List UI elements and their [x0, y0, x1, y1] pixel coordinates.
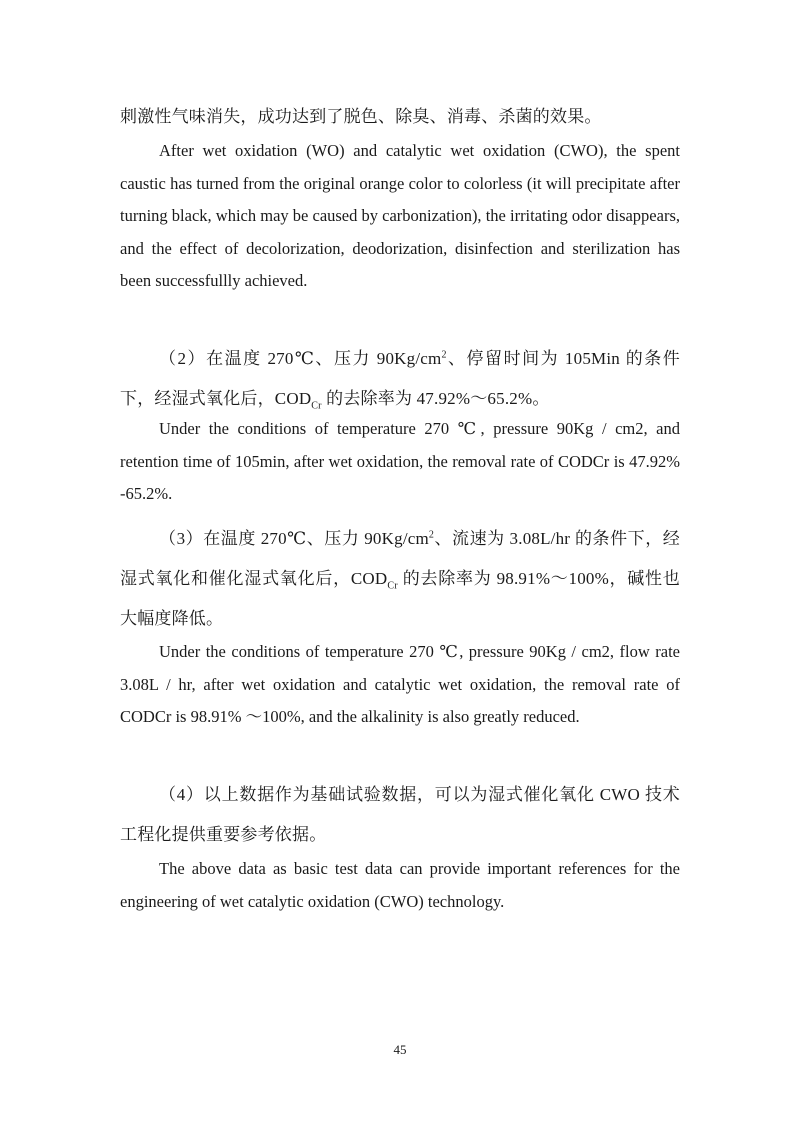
paragraph-1-chinese — [120, 101, 680, 133]
paragraph-2-chinese-text-b: 、停留时间为 105Min 的条件下，经湿式氧化后，COD — [120, 349, 680, 408]
paragraph-2-english-text: Under the conditions of temperature 270 ℃, pressure 90Kg / cm2, and retention time of 105min, after wet oxidation, the removal rate of CODCr is 47.92% -65.2%. — [120, 419, 680, 503]
paragraph-1-english-text: After wet oxidation (WO) and catalytic wet oxidation (CWO), the spent caustic has turned from the original orange color to colorless (it will precipitate after turning black, which may be caused by carbonization), the irritating odor disappears, and the effect of decolorization, deodorization, disinfection and sterilization has been successfullly achieved. — [120, 141, 680, 290]
paragraph-4-english — [120, 853, 680, 918]
subscript-cr: Cr — [387, 580, 398, 592]
paragraph-4-chinese — [120, 775, 680, 855]
paragraph-3-english — [120, 636, 680, 734]
paragraph-3-chinese-text-b: 、流速为 3.08L/hr 的条件下，经湿式氧化和催化湿式氧化后，COD — [120, 529, 680, 588]
paragraph-4-chinese-text: （4）以上数据作为基础试验数据，可以为湿式催化氧化 CWO 技术工程化提供重要参考依据。 — [120, 785, 680, 844]
superscript-2: 2 — [428, 529, 435, 541]
paragraph-1-chinese-text: 刺激性气味消失，成功达到了脱色、除臭、消毒、杀菌的效果。 — [120, 107, 602, 126]
paragraph-2-chinese-text-a: （2）在温度 270℃、压力 90Kg/cm — [159, 349, 442, 368]
paragraph-3-chinese-text-c: 的去除率为 98.91%～100%，碱性也大幅度降低。 — [120, 569, 680, 628]
paragraph-1-english — [120, 135, 680, 298]
page-number: 45 — [393, 1042, 407, 1057]
paragraph-2-chinese — [120, 339, 680, 419]
paragraph-3-chinese-text-a: （3）在温度 270℃、压力 90Kg/cm — [159, 529, 429, 548]
paragraph-3-english-text: Under the conditions of temperature 270 ℃, pressure 90Kg / cm2, flow rate 3.08L / hr, after wet oxidation and catalytic wet oxidation, the removal rate of CODCr is 98.91% ～100%, and the alkalinity is also greatly reduced. — [120, 642, 680, 726]
superscript-2: 2 — [441, 349, 447, 361]
paragraph-2-english — [120, 413, 680, 511]
paragraph-2-chinese-text-c: 的去除率为 47.92%～65.2%。 — [321, 389, 550, 408]
paragraph-3-chinese — [120, 519, 680, 639]
paragraph-4-english-text: The above data as basic test data can provide important references for the engineering of wet catalytic oxidation (CWO) technology. — [120, 859, 680, 911]
subscript-cr: Cr — [311, 400, 322, 412]
